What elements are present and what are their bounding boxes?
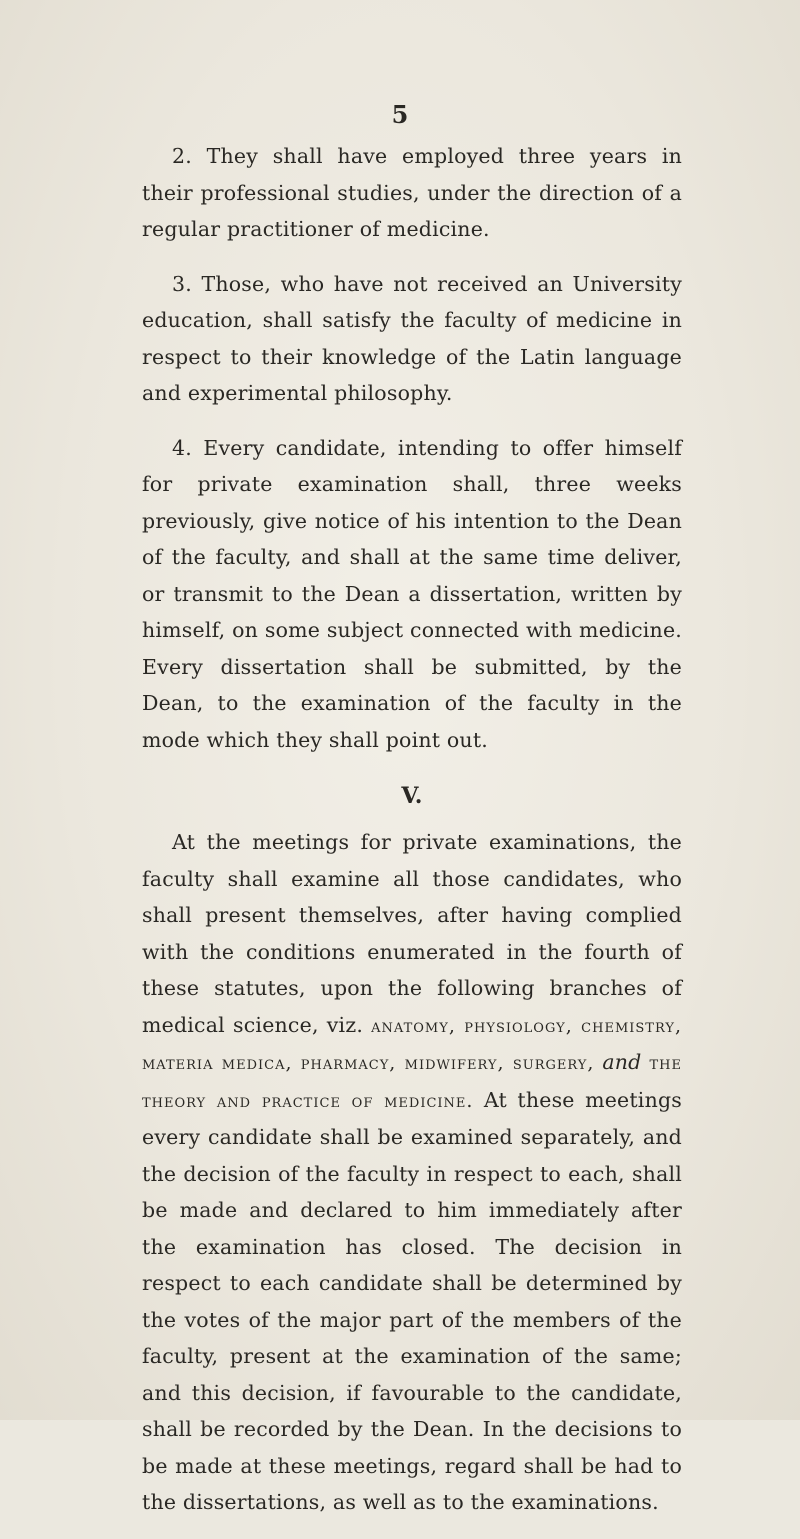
paragraph-4: 4. Every candidate, intending to offer himself for private examination shall, three weeks previously, give notice of his intention to the Dean of the faculty, and shall at the same time deliver, or transmit to the Dean a dissertation, written by himself, on some subject connected with medicine. Every dissertation shall be submitted, by the Dean, to the examination of the faculty in the mode which they shall point out. bbox=[142, 435, 682, 752]
section-v-rest: At these meetings every candidate shall be examined separately, and the decision of the faculty in respect to each, shall be made and declared to him immediately after the examination has closed. The decision in respect to each candidate shall be determined by the votes of the major part of the members of the faculty, present at the examination of the same; and this decision, if favourable to the candidate, shall be recorded by the Dean. In the decisions to be made at these meetings, regard shall be had to the dissertations, as well as to the examinations. bbox=[142, 1087, 683, 1514]
branches-list: anatomy, physiology, chemistry, materia medica, pharmacy, midwifery, surgery, bbox=[142, 1014, 682, 1074]
branches-and: and bbox=[602, 1050, 642, 1074]
page-number: 5 bbox=[391, 100, 409, 129]
section-v-intro: At the meetings for private examinations, the faculty shall examine all those candidates, who shall present themselves, after having complied with the conditions enumerated in the fourth of these statutes, upon the following branches of medical science, viz. bbox=[142, 830, 682, 1037]
paragraph-section-v bbox=[142, 824, 682, 1521]
branches-last: the theory and practice of medicine. bbox=[142, 1052, 682, 1112]
section-heading-v: V. bbox=[401, 783, 423, 809]
statute-text bbox=[142, 138, 682, 1539]
paragraph-3: 3. Those, who have not received an University education, shall satisfy the faculty of medicine in respect to their knowledge of the Latin language and experimental philosophy. bbox=[142, 271, 682, 405]
paragraph-2: 2. They shall have employed three years in their professional studies, under the direction of a regular practitioner of medicine. bbox=[142, 144, 682, 241]
